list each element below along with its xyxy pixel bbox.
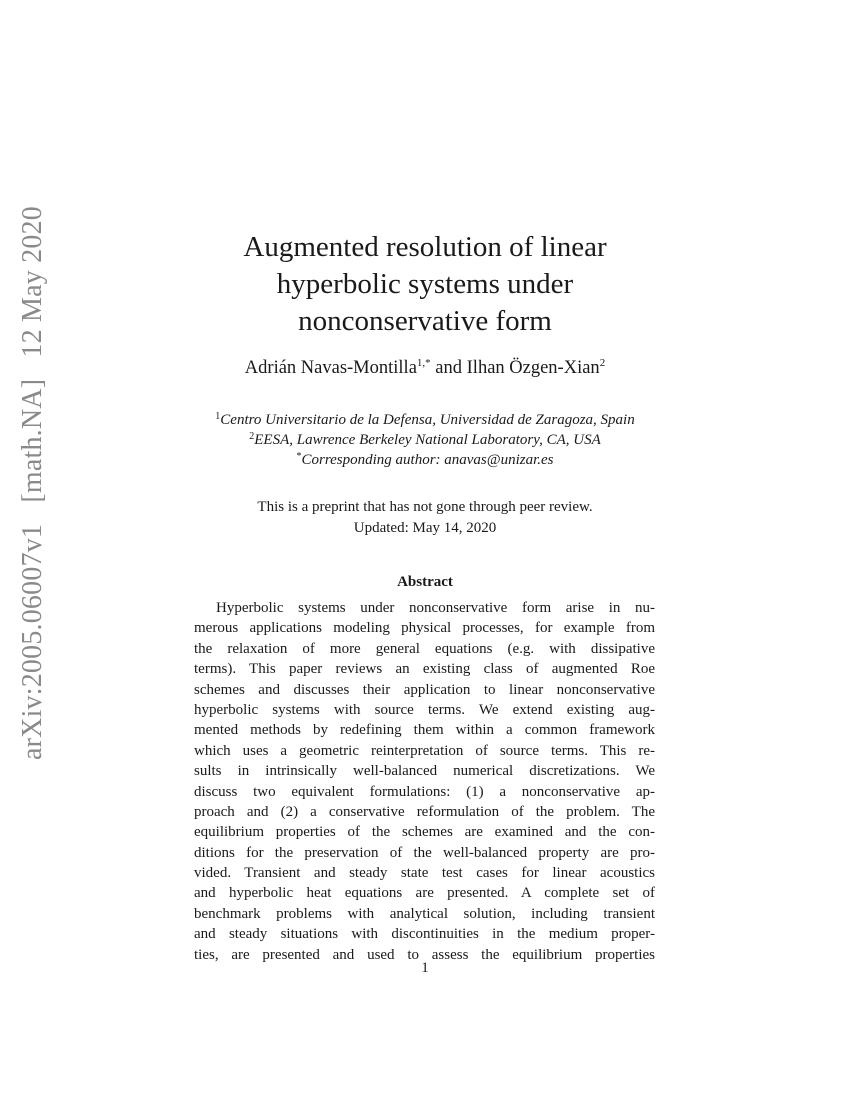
arxiv-identifier-stamp: [17, 192, 49, 760]
author-affiliation-marks: 2: [599, 357, 606, 369]
affiliation-mark: *: [296, 451, 302, 462]
abstract-line: schemes and discusses their application to linear nonconservative: [194, 681, 655, 698]
abstract-body: [194, 598, 655, 965]
preprint-note: [175, 497, 675, 539]
arxiv-category: [math.NA]: [17, 378, 48, 503]
author-list: [175, 358, 675, 379]
updated-date: Updated: May 14, 2020: [353, 520, 497, 536]
page-number: 1: [421, 960, 429, 976]
title-line: nonconservative form: [298, 305, 552, 337]
abstract-line: and steady situations with discontinuities in the medium proper-: [194, 926, 655, 943]
abstract-line: Hyperbolic systems under nonconservative form arise in nu-: [216, 600, 655, 616]
abstract-line: and hyperbolic heat equations are presented. A complete set of: [194, 885, 655, 902]
corresponding-author-text: Corresponding author: anavas@unizar.es: [301, 452, 554, 468]
abstract-line: hyperbolic systems with source terms. We extend existing aug-: [194, 701, 655, 718]
abstract-line: ditions for the preservation of the well-balanced property are pro-: [194, 844, 655, 861]
affiliation-list: [175, 410, 675, 470]
affiliation-text: Centro Universitario de la Defensa, Universidad de Zaragoza, Spain: [220, 412, 635, 428]
affiliation-mark: 2: [249, 431, 255, 442]
abstract-line: which uses a geometric reinterpretation of source terms. This re-: [194, 742, 655, 759]
affiliation-mark: 1: [215, 411, 221, 422]
abstract-line: benchmark problems with analytical solution, including transient: [194, 905, 655, 922]
title-line: hyperbolic systems under: [276, 268, 574, 300]
abstract-line: ties, are presented and used to assess the equilibrium properties: [194, 946, 655, 963]
paper-title: [175, 229, 675, 340]
abstract-line: proach and (2) a conservative reformulation of the problem. The: [194, 803, 655, 820]
abstract-heading: Abstract: [397, 574, 453, 590]
affiliation-line: [175, 450, 675, 470]
affiliation-line: [175, 410, 675, 430]
affiliation-line: [175, 430, 675, 450]
abstract-line: vided. Transient and steady state test cases for linear acoustics: [194, 865, 655, 882]
arxiv-id[interactable]: arXiv:2005.06007v1: [17, 523, 48, 760]
preprint-statement: This is a preprint that has not gone through peer review.: [257, 499, 593, 515]
abstract-line: terms). This paper reviews an existing class of augmented Roe: [194, 661, 655, 678]
abstract-line: mented methods by redefining them within a common framework: [194, 722, 655, 739]
abstract-line: merous applications modeling physical processes, for example from: [194, 620, 655, 637]
author-affiliation-marks: 1,*: [416, 357, 431, 369]
author-connector: and: [435, 358, 463, 378]
abstract-line: the relaxation of more general equations (e.g. with dissipative: [194, 640, 655, 657]
author-name: Adrián Navas-Montilla: [244, 358, 417, 378]
abstract-line: discuss two equivalent formulations: (1) a nonconservative ap-: [194, 783, 655, 800]
abstract-line: sults in intrinsically well-balanced numerical discretizations. We: [194, 763, 655, 780]
arxiv-date: 12 May 2020: [17, 206, 48, 358]
abstract-line: equilibrium properties of the schemes are examined and the con-: [194, 824, 655, 841]
affiliation-text: EESA, Lawrence Berkeley National Laboratory, CA, USA: [254, 432, 601, 448]
title-line: Augmented resolution of linear: [243, 231, 607, 263]
author-name: Ilhan Özgen-Xian: [466, 358, 600, 378]
